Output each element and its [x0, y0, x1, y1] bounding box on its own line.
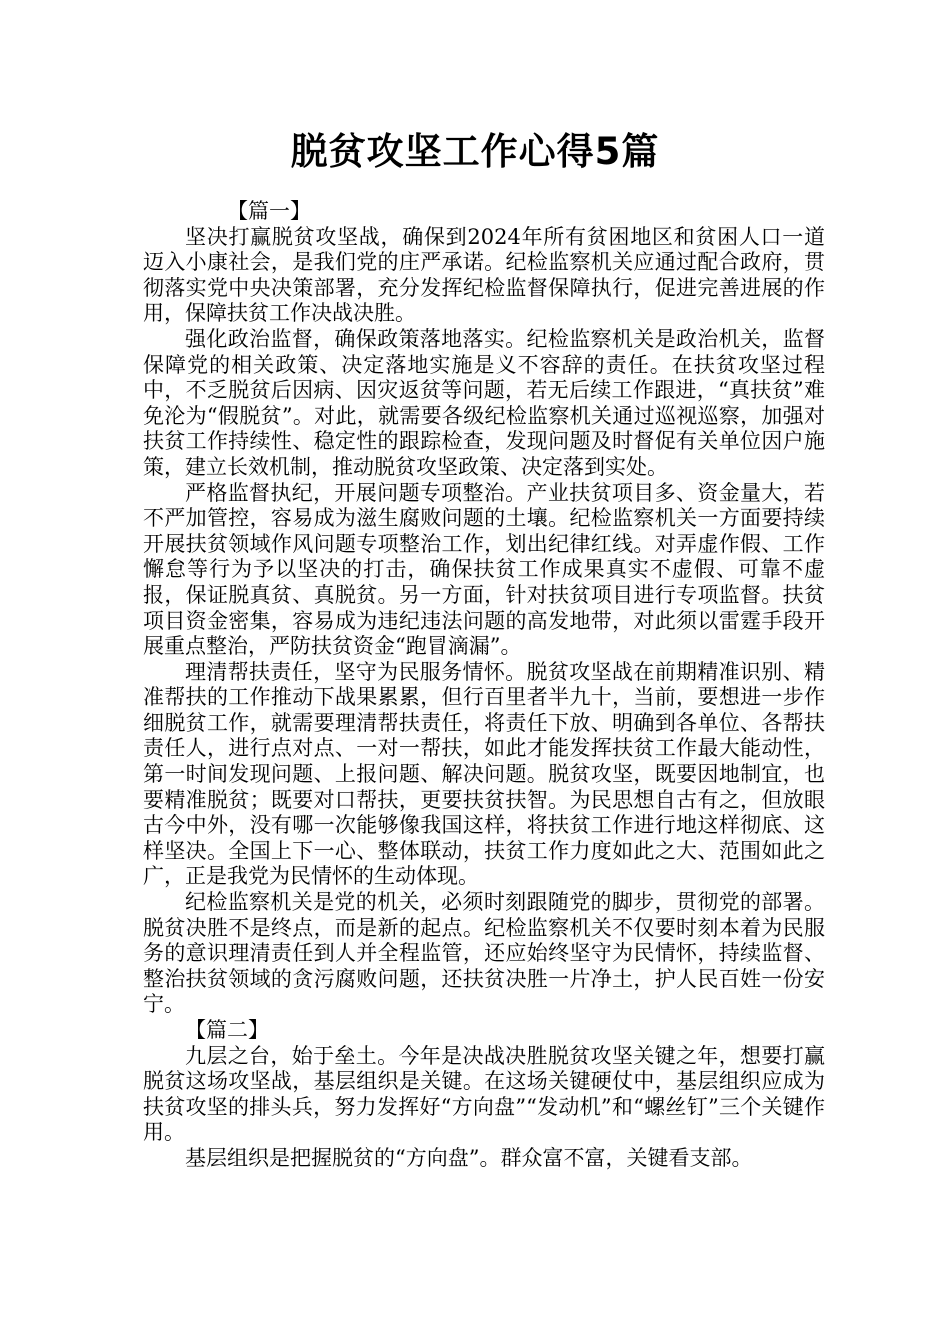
paragraph: 严格监督执纪，开展问题专项整治。产业扶贫项目多、资金量大，若不严加管控，容易成为滋生腐败问题的土壤。纪检监察机关一方面要持续开展扶贫领域作风问题专项整治工作，划出纪律红线。对弄虚作假、工作懈怠等行为予以坚决的打击，确保扶贫工作成果真实不虚假、可靠不虚报，保证脱真贫、真脱贫。另一方面，针对扶贫项目进行专项监督。扶贫项目资金密集，容易成为违纪违法问题的高发地带，对此须以雷霆手段开展重点整治，严防扶贫资金“跑冒滴漏”。: [143, 480, 825, 659]
paragraph: 强化政治监督，确保政策落地落实。纪检监察机关是政治机关，监督保障党的相关政策、决定落地实施是义不容辞的责任。在扶贫攻坚过程中，不乏脱贫后因病、因灾返贫等问题，若无后续工作跟进，“真扶贫”难免沦为“假脱贫”。对此，就需要各级纪检监察机关通过巡视巡察，加强对扶贫工作持续性、稳定性的跟踪检查，发现问题及时督促有关单位因户施策，建立长效机制，推动脱贫攻坚政策、决定落到实处。: [143, 326, 825, 479]
paragraph: 坚决打赢脱贫攻坚战，确保到2024年所有贫困地区和贫困人口一道迈入小康社会，是我们党的庄严承诺。纪检监察机关应通过配合政府，贯彻落实党中央决策部署，充分发挥纪检监督保障执行，促进完善进展的作用，保障扶贫工作决战决胜。: [143, 224, 825, 326]
document-body: [143, 199, 825, 1172]
document-title: 脱贫攻坚工作心得5篇: [290, 130, 660, 173]
section-heading: 【篇二】: [185, 1018, 269, 1042]
paragraph: 基层组织是把握脱贫的“方向盘”。群众富不富，关键看支部。: [185, 1145, 753, 1170]
paragraph: 纪检监察机关是党的机关，必须时刻跟随党的脚步，贯彻党的部署。脱贫决胜不是终点，而是新的起点。纪检监察机关不仅要时刻本着为民服务的意识理清责任到人并全程监管，还应始终坚守为民情怀，持续监督、整治扶贫领域的贪污腐败问题，还扶贫决胜一片净土，护人民百姓一份安宁。: [143, 890, 825, 1017]
paragraph: 九层之台，始于垒土。今年是决战决胜脱贫攻坚关键之年，想要打赢脱贫这场攻坚战，基层组织是关键。在这场关键硬仗中，基层组织应成为扶贫攻坚的排头兵，努力发挥好“方向盘”“发动机”和“螺丝钉”三个关键作用。: [143, 1043, 825, 1145]
section-heading: 【篇一】: [227, 199, 311, 223]
paragraph: 理清帮扶责任，坚守为民服务情怀。脱贫攻坚战在前期精准识别、精准帮扶的工作推动下战果累累，但行百里者半九十，当前，要想进一步作细脱贫工作，就需要理清帮扶责任，将责任下放、明确到各单位、各帮扶责任人，进行点对点、一对一帮扶，如此才能发挥扶贫工作最大能动性，第一时间发现问题、上报问题、解决问题。脱贫攻坚，既要因地制宜，也要精准脱贫；既要对口帮扶，更要扶贫扶智。为民思想自古有之，但放眼古今中外，没有哪一次能够像我国这样，将扶贫工作进行地这样彻底、这样坚决。全国上下一心、整体联动，扶贫工作力度如此之大、范围如此之广，正是我党为民情怀的生动体现。: [143, 659, 825, 889]
